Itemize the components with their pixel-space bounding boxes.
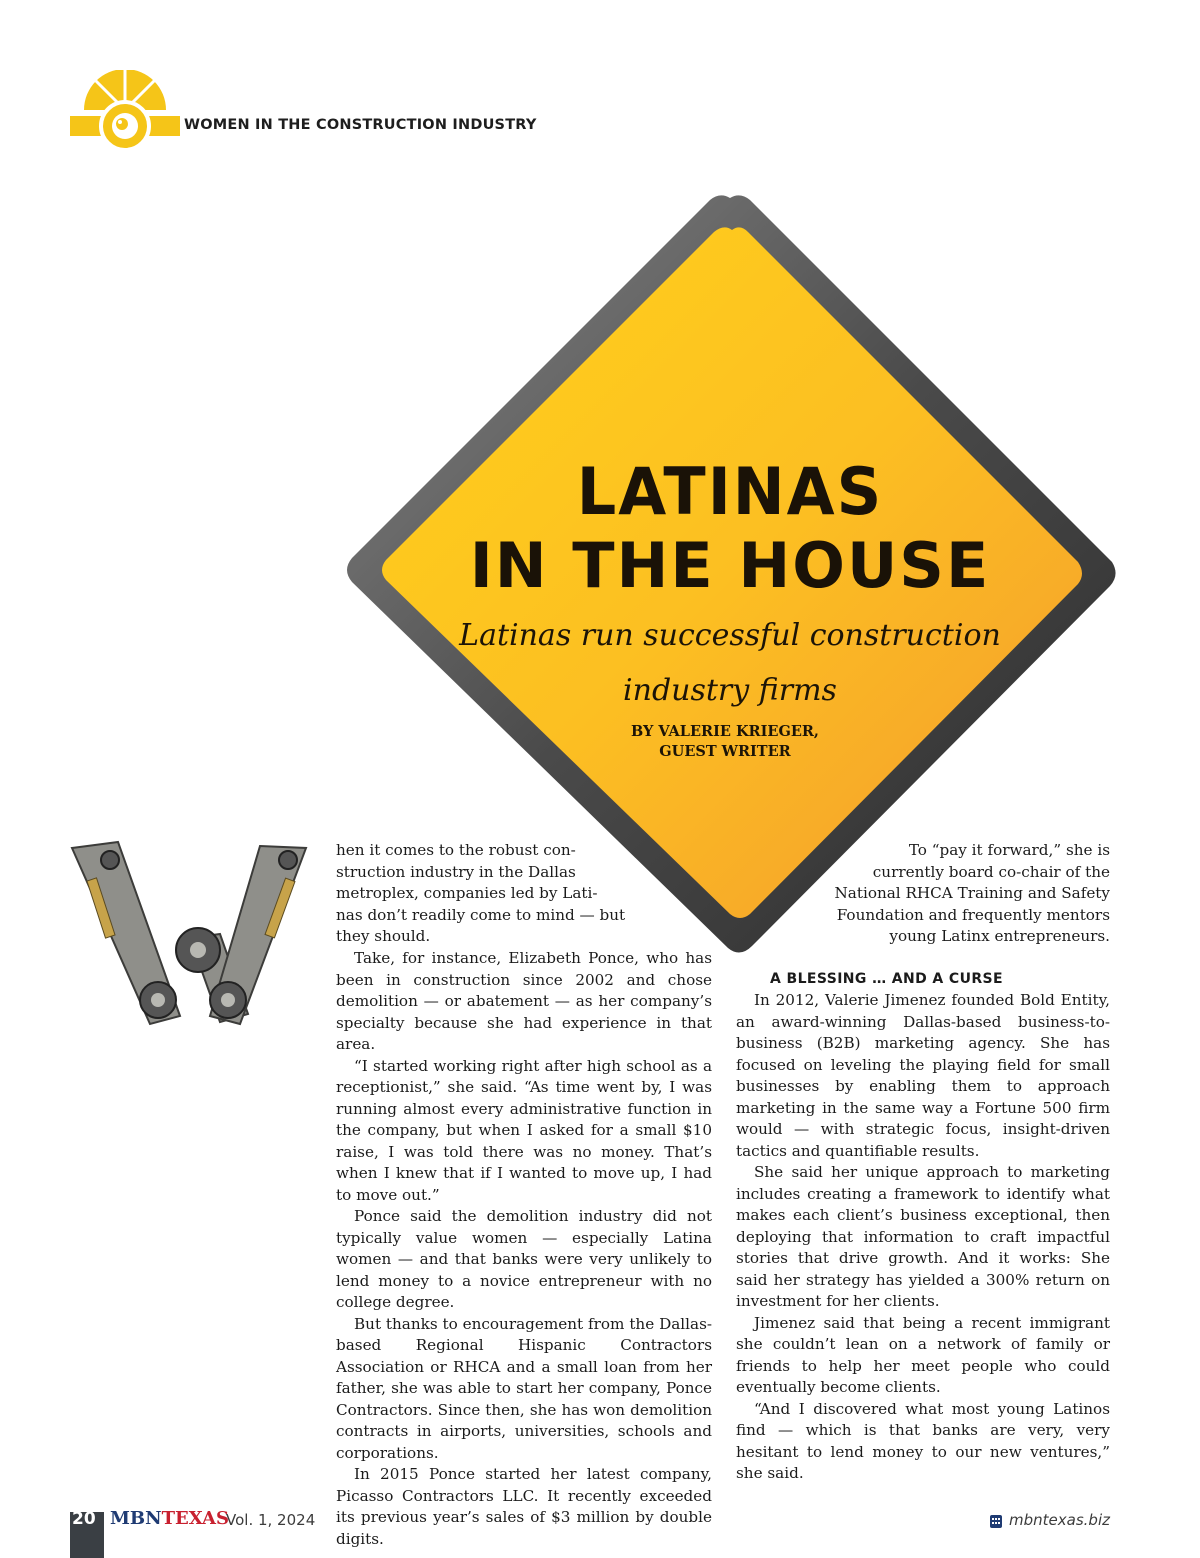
intro-line: Foundation and frequently mentors <box>836 905 1110 924</box>
subhead-line-2: industry firms <box>623 673 837 708</box>
byline-line-1: BY VALERIE KRIEGER, <box>631 723 819 740</box>
brand-logo <box>110 1508 229 1529</box>
body-paragraph: Jimenez said that being a recent immigrant she couldn’t lean on a network of family or friends to help her meet people who could eventually become clients. <box>736 1313 1110 1396</box>
right-column-intro <box>796 840 1110 948</box>
body-paragraph: But thanks to encouragement from the Dallas-based Regional Hispanic Contractors Association or RHCA and a small loan from her father, she was able to start her company, Ponce Contractors. Since then, she has won demolition contracts in airports, universities, schools and corporations. <box>336 1314 712 1462</box>
site-link[interactable]: mbntexas.biz <box>1009 1511 1110 1529</box>
hardhat-sun-logo-icon <box>70 70 180 152</box>
article-subhead <box>440 608 1020 718</box>
intro-line: National RHCA Training and Safety <box>834 884 1110 902</box>
intro-line: they should. <box>336 927 431 945</box>
body-paragraph: “I started working right after high school as a receptionist,” she said. “As time went by, I was running almost every administrative function in the company, but when I asked for a small $10 raise, I was told there was no money. That’s when I knew that if I wanted to move up, I had to move out.” <box>336 1056 712 1204</box>
body-paragraph: “And I discovered what most young Latinos find — which is that banks are very, very hesitant to lend money to our new ventures,” she said. <box>736 1399 1110 1482</box>
headline-line-1: LATINAS <box>576 453 884 530</box>
body-paragraph: She said her unique approach to marketing includes creating a framework to identify what makes each client’s business exceptional, then deploying that information to craft impactful stories that drive growth. And it works: She said her strategy has yielded a 300% return on investment for her clients. <box>736 1163 1110 1310</box>
byline-line-2: GUEST WRITER <box>659 743 791 760</box>
left-column-body <box>336 948 712 1550</box>
headline-line-2: IN THE HOUSE <box>469 529 991 602</box>
article-headline <box>360 455 1100 603</box>
intro-line: hen it comes to the robust con- <box>336 841 576 859</box>
body-paragraph: In 2015 Ponce started her latest company, Picasso Contractors LLC. It recently exceeded its previous year’s sales of $3 million by double digits. <box>336 1465 712 1548</box>
right-column-body <box>736 968 1110 1485</box>
building-icon <box>989 1513 1003 1529</box>
intro-line: struction industry in the Dallas <box>336 862 576 881</box>
issue-label: Vol. 1, 2024 <box>226 1511 316 1529</box>
subhead-line-1: Latinas run successful construction <box>459 618 1001 653</box>
left-column-intro <box>336 840 636 948</box>
body-paragraph: Take, for instance, Elizabeth Ponce, who has been in construction since 2002 and chose demolition — or abatement — as her company’s specialty because she had experience in that area. <box>336 949 712 1053</box>
intro-line: young Latinx entrepreneurs. <box>889 927 1110 945</box>
intro-line: nas don’t readily come to mind — but <box>336 905 626 924</box>
intro-line: metroplex, companies led by Lati- <box>336 884 598 902</box>
section-subhead: A BLESSING … AND A CURSE <box>770 971 1003 987</box>
mechanical-letter-w-icon <box>70 838 338 1034</box>
brand-texas: TEXAS <box>161 1508 229 1529</box>
body-paragraph: Ponce said the demolition industry did not typically value women — especially Latina women — and that banks were very unlikely to lend money to a novice entrepreneur with no college degree. <box>336 1207 712 1311</box>
byline <box>560 722 890 762</box>
intro-line: To “pay it forward,” she is <box>908 841 1110 859</box>
section-label: WOMEN IN THE CONSTRUCTION INDUSTRY <box>184 117 537 133</box>
page-number: 20 <box>72 1509 96 1529</box>
brand-mbn: MBN <box>110 1508 162 1529</box>
intro-line: currently board co-chair of the <box>872 862 1110 881</box>
body-paragraph: In 2012, Valerie Jimenez founded Bold Entity, an award-winning Dallas-based business-to-business (B2B) marketing agency. She has focused on leveling the playing field for small businesses by enabling them to approach marketing in the same way a Fortune 500 firm would — with strategic focus, insight-driven tactics and quantifiable results. <box>736 991 1110 1160</box>
